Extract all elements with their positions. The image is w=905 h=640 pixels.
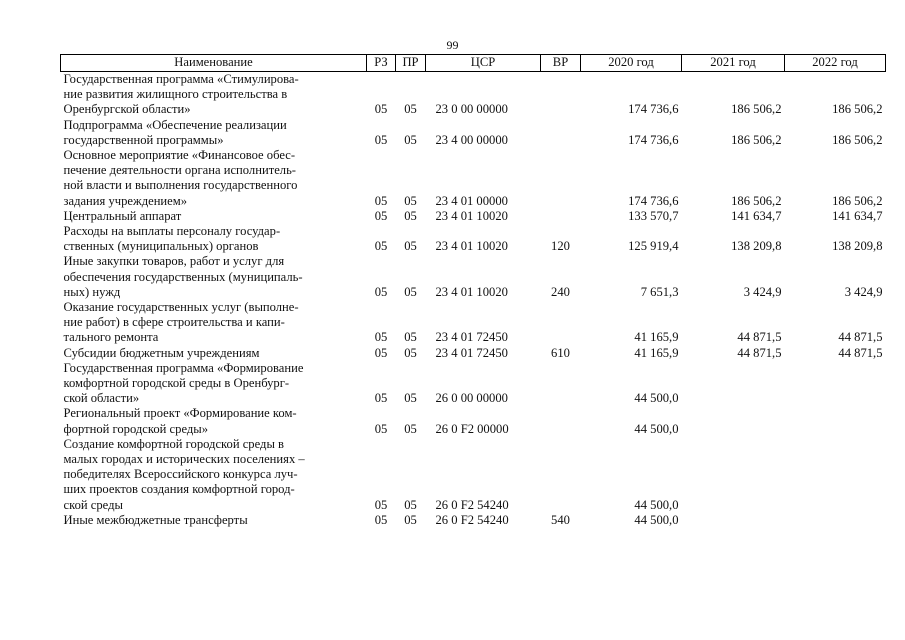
cell-csr: 26 0 F2 54240	[435, 512, 509, 527]
cell-2021: 141 634,7	[731, 208, 782, 223]
cell-name: Субсидии бюджетным учреждениям	[63, 345, 260, 360]
cell-name: Центральный аппарат	[63, 208, 182, 223]
cell-2020: 44 500,0	[634, 421, 679, 436]
cell-2021: 3 424,9	[743, 284, 782, 299]
cell-pr: 05	[404, 512, 417, 527]
cell-vr	[541, 361, 581, 407]
cell-2022	[785, 406, 886, 436]
header-2022: 2022 год	[785, 55, 886, 72]
cell-pr: 05	[404, 239, 417, 254]
cell-csr: 23 4 01 10020	[435, 208, 508, 223]
cell-csr: 23 4 00 00000	[435, 132, 508, 147]
table-row	[61, 72, 886, 118]
table-row	[61, 148, 886, 209]
table-body	[61, 72, 886, 529]
header-2021: 2021 год	[682, 55, 785, 72]
cell-2020: 125 919,4	[628, 239, 679, 254]
cell-pr: 05	[404, 284, 417, 299]
cell-2022: 3 424,9	[844, 284, 883, 299]
cell-name: Оказание государственных услуг (выполне- ние работ) в сфере строительства и капи- тального ремонта	[63, 300, 299, 345]
cell-2020: 41 165,9	[634, 345, 679, 360]
cell-pr: 05	[404, 421, 417, 436]
cell-2021	[682, 513, 785, 528]
cell-name: Основное мероприятие «Финансовое обес- печение деятельности органа исполнитель- ной власти и выполнения государственного задания учреждением»	[63, 148, 298, 208]
header-2020: 2020 год	[581, 55, 682, 72]
cell-rz: 05	[374, 330, 388, 345]
table-row	[61, 361, 886, 407]
cell-name: Региональный проект «Формирование ком- фортной городской среды»	[63, 406, 297, 436]
cell-vr: 240	[551, 284, 570, 299]
cell-2021: 186 506,2	[731, 132, 782, 147]
cell-2020: 174 736,6	[628, 132, 679, 147]
cell-rz: 05	[374, 497, 388, 512]
cell-2020: 133 570,7	[628, 208, 679, 223]
cell-rz: 05	[374, 239, 388, 254]
cell-vr	[541, 148, 581, 209]
cell-2021: 186 506,2	[731, 102, 782, 117]
table-row	[61, 346, 886, 361]
cell-csr: 23 0 00 00000	[435, 102, 508, 117]
cell-vr	[541, 118, 581, 148]
cell-2020: 44 500,0	[634, 512, 679, 527]
cell-name: Расходы на выплаты персоналу государ- ственных (муниципальных) органов	[63, 224, 281, 254]
cell-2022: 44 871,5	[838, 330, 883, 345]
cell-rz: 05	[374, 193, 388, 208]
cell-vr: 120	[551, 239, 570, 254]
cell-rz: 05	[374, 102, 388, 117]
cell-2021	[682, 361, 785, 407]
header-vr: ВР	[541, 55, 581, 72]
cell-vr: 540	[551, 512, 570, 527]
cell-pr: 05	[404, 193, 417, 208]
cell-csr: 26 0 00 00000	[435, 391, 508, 406]
cell-pr: 05	[404, 132, 417, 147]
cell-2020: 174 736,6	[628, 102, 679, 117]
table-row	[61, 254, 886, 300]
cell-2021: 138 209,8	[731, 239, 782, 254]
table-row	[61, 118, 886, 148]
cell-rz: 05	[374, 208, 388, 223]
cell-2022: 141 634,7	[832, 208, 883, 223]
header-rz: РЗ	[367, 55, 396, 72]
cell-rz: 05	[374, 345, 388, 360]
cell-pr: 05	[404, 345, 417, 360]
cell-2020: 41 165,9	[634, 330, 679, 345]
cell-csr: 23 4 01 72450	[435, 330, 508, 345]
cell-2022	[785, 437, 886, 513]
cell-csr: 26 0 F2 54240	[435, 497, 509, 512]
cell-rz: 05	[374, 284, 388, 299]
cell-rz: 05	[374, 421, 388, 436]
cell-vr	[541, 406, 581, 436]
cell-2021	[682, 437, 785, 513]
cell-vr	[541, 300, 581, 346]
cell-2022: 186 506,2	[832, 193, 883, 208]
cell-pr: 05	[404, 497, 417, 512]
header-pr: ПР	[396, 55, 426, 72]
cell-pr: 05	[404, 330, 417, 345]
cell-rz: 05	[374, 132, 388, 147]
cell-name: Иные закупки товаров, работ и услуг для обеспечения государственных (муниципаль- ных) нужд	[63, 254, 303, 299]
cell-name: Государственная программа «Формирование комфортной городской среды в Оренбург- ской области»	[63, 360, 304, 406]
cell-2022	[785, 361, 886, 407]
cell-2021: 44 871,5	[737, 330, 782, 345]
cell-pr: 05	[404, 102, 417, 117]
table-row	[61, 300, 886, 346]
cell-2020: 44 500,0	[634, 497, 679, 512]
cell-vr	[541, 437, 581, 513]
cell-2022: 186 506,2	[832, 132, 883, 147]
cell-2021: 186 506,2	[731, 193, 782, 208]
cell-pr: 05	[404, 391, 417, 406]
table-header-row	[61, 55, 886, 72]
cell-2020: 7 651,3	[640, 284, 679, 299]
cell-name: Государственная программа «Стимулирова- ние развития жилищного строительства в Оренбургской области»	[63, 72, 299, 117]
table-row	[61, 209, 886, 224]
cell-2022: 138 209,8	[832, 239, 883, 254]
cell-2022: 186 506,2	[832, 102, 883, 117]
table-row	[61, 513, 886, 528]
cell-name: Создание комфортной городской среды в малых городах и исторических поселениях – победителях Всероссийского конкурса луч- ших проектов создания комфортной город- ской среды	[63, 436, 305, 512]
cell-csr: 26 0 F2 00000	[435, 421, 509, 436]
cell-2021: 44 871,5	[737, 345, 782, 360]
cell-2020: 174 736,6	[628, 193, 679, 208]
cell-rz: 05	[374, 391, 388, 406]
cell-name: Подпрограмма «Обеспечение реализации государственной программы»	[63, 117, 287, 147]
cell-vr	[541, 209, 581, 224]
cell-pr: 05	[404, 208, 417, 223]
cell-csr: 23 4 01 72450	[435, 345, 508, 360]
table-row	[61, 437, 886, 513]
cell-2022: 44 871,5	[838, 345, 883, 360]
cell-2021	[682, 406, 785, 436]
budget-table	[60, 54, 886, 528]
cell-2020: 44 500,0	[634, 391, 679, 406]
cell-name: Иные межбюджетные трансферты	[63, 512, 248, 527]
header-csr: ЦСР	[426, 55, 541, 72]
cell-2022	[785, 513, 886, 528]
cell-rz: 05	[374, 512, 388, 527]
table-row	[61, 224, 886, 254]
header-name: Наименование	[61, 55, 367, 72]
cell-csr: 23 4 01 10020	[435, 239, 508, 254]
cell-vr: 610	[551, 345, 570, 360]
cell-csr: 23 4 01 10020	[435, 284, 508, 299]
cell-vr	[541, 72, 581, 118]
page-number: 99	[446, 38, 459, 52]
table-row	[61, 406, 886, 436]
cell-csr: 23 4 01 00000	[435, 193, 508, 208]
